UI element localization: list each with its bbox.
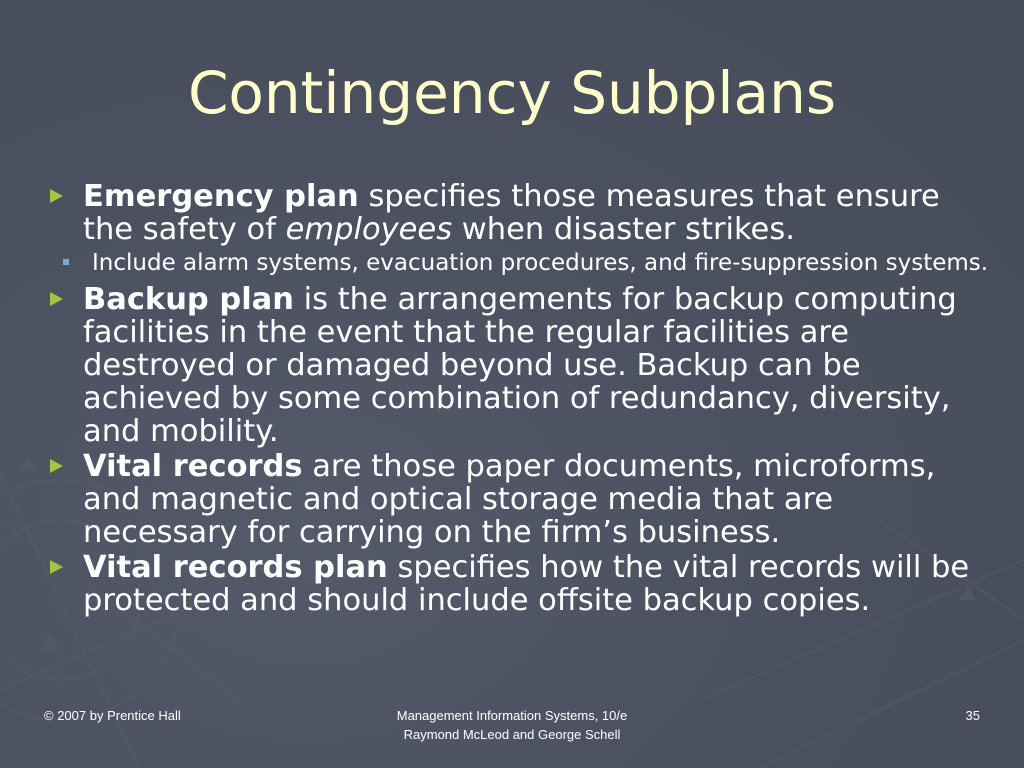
slide-title: Contingency Subplans: [187, 59, 837, 127]
footer-authors: Raymond McLeod and George Schell: [403, 727, 621, 742]
bullet-text: specifies those measures that ensure the safety of: [83, 179, 940, 247]
bullet-vital-records: [46, 450, 991, 549]
triangle-arrow-icon: [50, 189, 63, 203]
bullet-emergency-plan: [46, 180, 991, 246]
bullet-list: [46, 180, 991, 619]
square-bullet-icon: [63, 259, 69, 265]
bullet-text: is the arrangements for backup computing facilities in the event that the regular facilities are destroyed or damaged beyond use. Backup can be achieved by some combination of redundancy, diversity, and mobility.: [83, 282, 957, 449]
bullet-text: are those paper documents, microforms, and magnetic and optical storage media that are necessary for carrying on the firm’s business.: [83, 449, 936, 550]
bullet-term: Backup plan: [83, 282, 294, 317]
bullet-term: Vital records: [83, 449, 303, 484]
footer-book-info: [312, 706, 712, 744]
bullet-term: Emergency plan: [83, 179, 359, 214]
triangle-arrow-icon: [50, 560, 63, 574]
sub-bullet-text: Include alarm systems, evacuation procedures, and fire-suppression systems.: [92, 250, 989, 276]
bullet-emphasis: employees: [285, 212, 453, 247]
bullet-vital-records-plan: [46, 551, 991, 617]
bullet-backup-plan: [46, 283, 991, 448]
page-number: 35: [965, 708, 980, 723]
sub-bullet-alarm-systems: [92, 250, 991, 277]
bullet-term: Vital records plan: [83, 550, 388, 585]
footer-copyright: © 2007 by Prentice Hall: [44, 708, 181, 723]
bullet-text: specifies how the vital records will be protected and should include offsite backup copies.: [83, 550, 970, 618]
bullet-text: when disaster strikes.: [452, 212, 795, 247]
triangle-arrow-icon: [50, 292, 63, 306]
triangle-arrow-icon: [50, 459, 63, 473]
footer-book-title: Management Information Systems, 10/e: [396, 708, 628, 723]
